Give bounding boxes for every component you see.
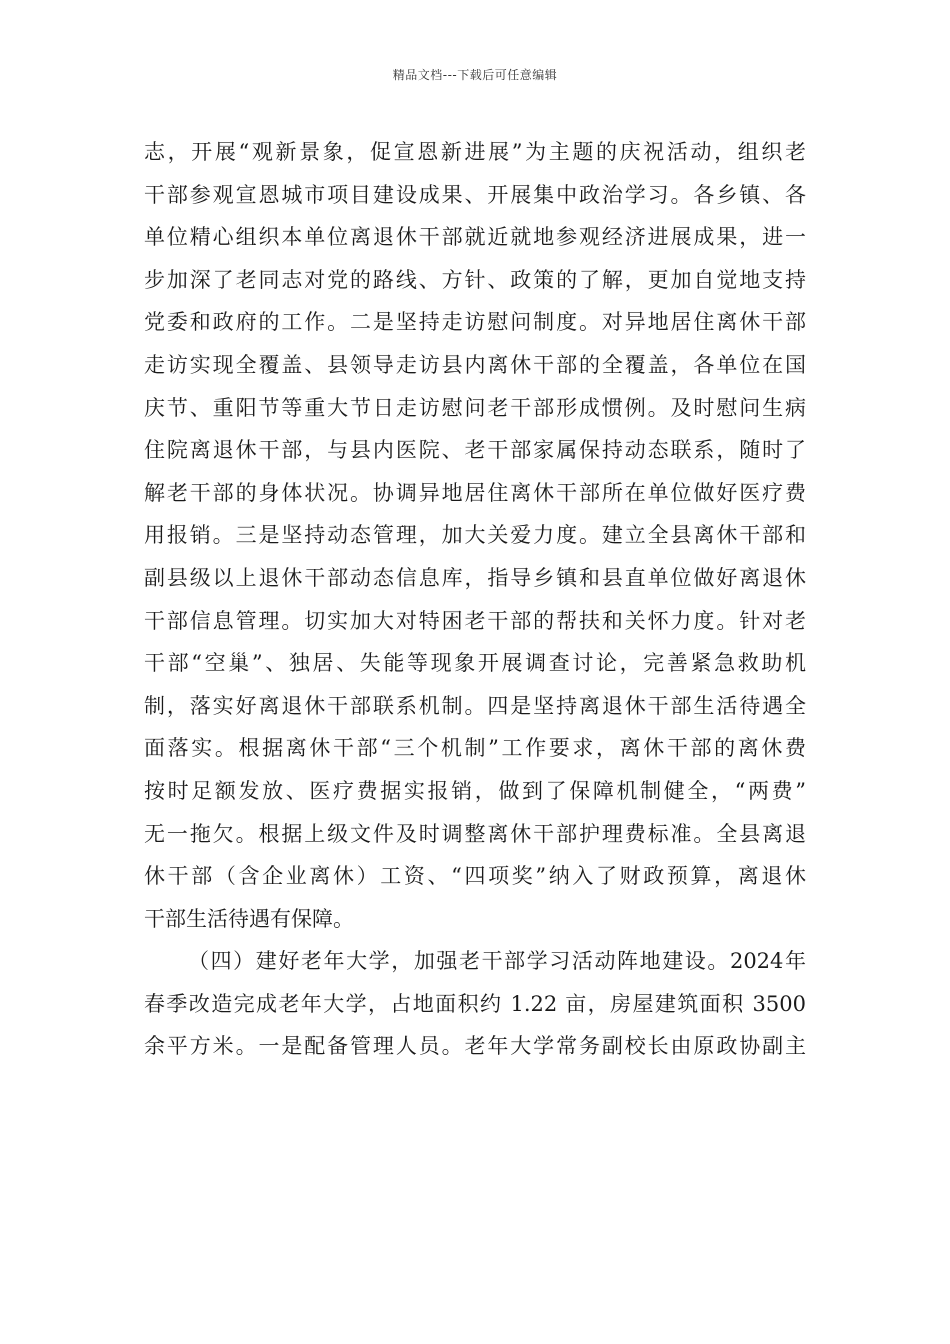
paragraph-end-line: 干部生活待遇有保障。 <box>144 906 354 931</box>
text-line: 副县级以上退休干部动态信息库，指导乡镇和县直单位做好离退休 <box>144 565 806 590</box>
text-line: 无一拖欠。根据上级文件及时调整离休干部护理费标准。全县离退 <box>144 821 806 846</box>
text-line: 用报销。三是坚持动态管理，加大关爱力度。建立全县离休干部和 <box>144 523 806 548</box>
text-line: 单位精心组织本单位离退休干部就近就地参观经济进展成果，进一 <box>144 225 806 250</box>
text-line: 干部参观宣恩城市项目建设成果、开展集中政治学习。各乡镇、各 <box>144 182 806 207</box>
text-line: 步加深了老同志对党的路线、方针、政策的了解，更加自觉地支持 <box>144 267 806 292</box>
page-header: 精品文档---下载后可任意编辑 <box>392 68 558 82</box>
text-line: 住院离退休干部，与县内医院、老干部家属保持动态联系，随时了 <box>144 438 806 463</box>
text-line: 干部“空巢”、独居、失能等现象开展调查讨论，完善紧急救助机 <box>144 651 806 676</box>
text-line: 志，开展“观新景象，促宣恩新进展”为主题的庆祝活动，组织老 <box>144 140 806 164</box>
text-line: 干部信息管理。切实加大对特困老干部的帮扶和关怀力度。针对老 <box>144 608 806 633</box>
text-line: 走访实现全覆盖、县领导走访县内离休干部的全覆盖，各单位在国 <box>144 352 806 377</box>
text-line: 按时足额发放、医疗费据实报销，做到了保障机制健全，“两费” <box>144 778 806 803</box>
text-line: 休干部（含企业离休）工资、“四项奖”纳入了财政预算，离退休 <box>144 864 806 889</box>
text-line: 解老干部的身体状况。协调异地居住离休干部所在单位做好医疗费 <box>144 480 806 505</box>
document-body <box>144 131 806 1068</box>
text-line: 党委和政府的工作。二是坚持走访慰问制度。对异地居住离休干部 <box>144 310 806 335</box>
text-line: 庆节、重阳节等重大节日走访慰问老干部形成惯例。及时慰问生病 <box>144 395 806 420</box>
text-line: 面落实。根据离休干部“三个机制”工作要求，离休干部的离休费 <box>144 736 806 761</box>
text-line: 制，落实好离退休干部联系机制。四是坚持离退休干部生活待遇全 <box>144 693 806 718</box>
text-line: 余平方米。一是配备管理人员。老年大学常务副校长由原政协副主 <box>144 1034 806 1059</box>
text-line: 春季改造完成老年大学，占地面积约 1.22 亩，房屋建筑面积 3500 <box>144 991 806 1016</box>
section-heading-line: （四）建好老年大学，加强老干部学习活动阵地建设。2024年 <box>188 949 806 974</box>
